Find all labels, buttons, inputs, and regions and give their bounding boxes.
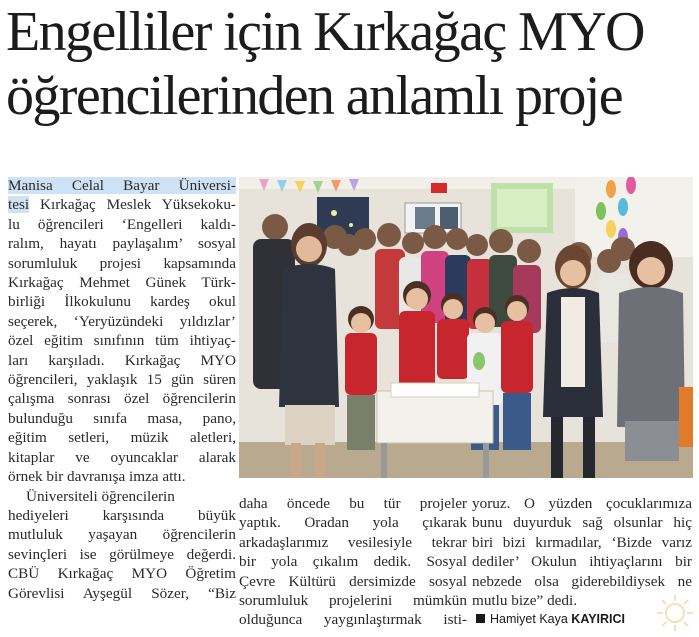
col2-line: bir yola çıkalım dedik. Sosyal — [239, 553, 467, 571]
col1-line: ları karşıladı. Kırkağaç MYO — [8, 351, 236, 369]
col1-line: mutluluk yaşayan öğrencilerin — [8, 526, 236, 544]
col2-line: sorumluluk projelerini mümkün — [239, 592, 467, 610]
col1-line: özel eğitim sınıfının tüm ihtiyaç- — [8, 332, 236, 350]
col1-line: seçerek, ‘Yeryüzündeki yıldızlar’ — [8, 312, 236, 330]
col3-line: biri bizi kırmadılar, ‘Bizde varız — [472, 533, 692, 551]
col2-line: daha öncede bu tür projeler — [239, 495, 467, 512]
byline-surname: KAYIRICI — [571, 612, 626, 626]
col1-line: Üniversiteli öğrencilerin — [26, 487, 175, 505]
col1-line: çalışma sonrası özel öğrencilerin — [8, 390, 236, 408]
byline — [476, 612, 625, 626]
col1-line: kitaplar ve oyuncaklar alarak — [8, 448, 236, 466]
col2-line: olduğunca yaygınlaştırmak isti- — [239, 611, 467, 629]
col1-line: Görevlisi Ayşegül Sözer, “Biz — [8, 584, 236, 602]
article-column-2 — [239, 494, 467, 630]
col1-line: lu öğrencileri ‘Engelleri kaldı- — [8, 215, 236, 233]
col3-line: bunu duyurduk sağ olsunlar hiç — [472, 514, 692, 532]
headline-line-1: Engelliler için Kırkağaç MYO — [6, 1, 644, 63]
col2-line: Çevre Kültürü dersimizde sosyal — [239, 572, 467, 590]
col1-line: hediyeleri karşısında büyük — [8, 506, 236, 524]
article-column-1 — [8, 176, 236, 603]
col2-line: arkadaşlarımız vesilesiyle tekrar — [239, 533, 467, 551]
square-bullet-icon — [476, 614, 485, 623]
col3-line: mutlu bize” dedi. — [472, 592, 578, 610]
col1-line: ralım, hayatı paylaşalım’ sosyal — [8, 235, 236, 253]
col2-line: yaptık. Oradan yola çıkarak — [239, 514, 467, 532]
byline-first-name: Hamiyet Kaya — [490, 612, 568, 626]
col3-line: yoruz. O yüzden çocuklarımıza — [472, 495, 692, 512]
col1-line — [8, 176, 236, 195]
col1-line: Kırkağaç Mehmet Günek Türk- — [8, 274, 236, 292]
headline-line-2: öğrencilerinden anlamlı proje — [6, 65, 623, 127]
col1-line: bulunduğu sınıfa masa, pano, — [8, 409, 236, 427]
highlight: tesi — [8, 196, 30, 214]
col1-line: öğrencileri, yaklaşık 15 gün süren — [8, 371, 236, 389]
col3-line: dediler’ Okulun ihtiyaçlarını bir — [472, 553, 692, 571]
highlight: Manisa Celal Bayar Üniversi- — [8, 177, 236, 194]
col1-line: CBÜ Kırkağaç MYO Öğretim — [8, 565, 236, 583]
col1-line: sevinçleri ise görülmeye değerdi. — [8, 545, 236, 563]
col3-line: nebzede olsa giderebildiysek ne — [472, 572, 692, 590]
sun-watermark-icon — [655, 593, 695, 633]
headline — [6, 0, 696, 128]
article-photo — [239, 177, 693, 478]
col1-line: tesi Kırkağaç Meslek Yüksekoku- — [8, 196, 236, 214]
col1-line: eğitim setleri, müzik aletleri, — [8, 429, 236, 447]
col1-line: sorumluluk projesi kapsamında — [8, 254, 236, 272]
col1-line: birliği İlkokulunu kardeş okul — [8, 293, 236, 311]
col1-line: örnek bir davranışa imza attı. — [8, 468, 186, 486]
